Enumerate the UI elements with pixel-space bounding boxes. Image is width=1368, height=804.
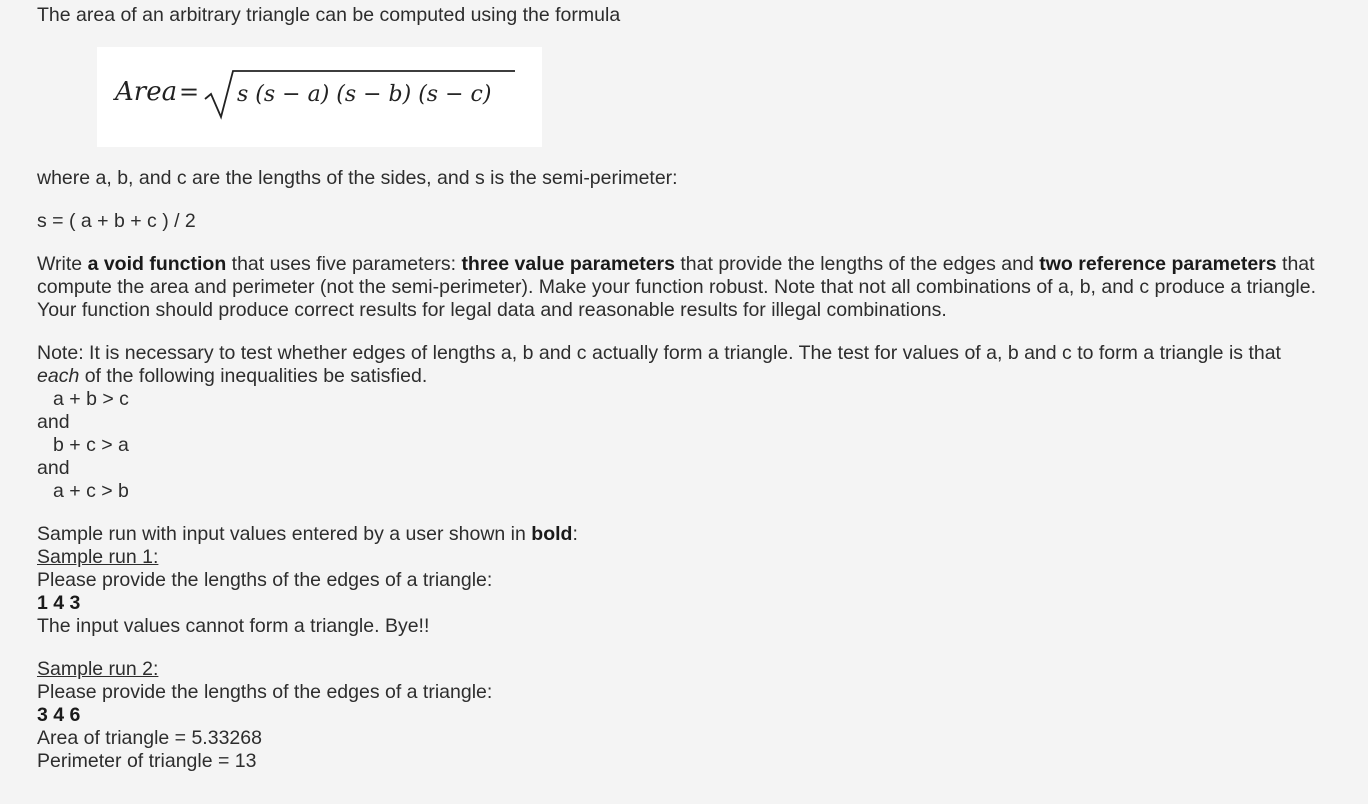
formula-radicand: s (s − a) (s − b) (s − c) <box>237 82 492 107</box>
task-bold-void-function: a void function <box>87 253 227 275</box>
sample-run-1-section <box>37 523 578 638</box>
sample-intro-text: Sample run with input values entered by a user shown in <box>37 523 532 545</box>
sample-run-2-title: Sample run 2: <box>37 658 159 680</box>
sample-run-1-prompt: Please provide the lengths of the edges of a triangle: <box>37 569 493 591</box>
and-2: and <box>37 457 70 479</box>
sample-intro-bold: bold <box>531 523 573 545</box>
semi-perimeter-definition: s = ( a + b + c ) / 2 <box>37 210 196 232</box>
sample-run-1-input: 1 4 3 <box>37 592 81 614</box>
intro-text: The area of an arbitrary triangle can be computed using the formula <box>37 4 621 26</box>
task-bold-reference-params: two reference parameters <box>1039 253 1277 275</box>
note-paragraph <box>37 342 1327 388</box>
inequality-1: a + b > c <box>53 388 129 410</box>
note-text-1: Note: It is necessary to test whether edges of lengths a, b and c actually form a triangle. The test for values of a, b and c to form a triangle is that <box>37 342 1281 364</box>
formula-equals: = <box>179 78 200 106</box>
sample-run-2-section <box>37 658 492 773</box>
inequality-2: b + c > a <box>53 434 129 456</box>
task-bold-value-params: three value parameters <box>461 253 675 275</box>
note-emphasis: each <box>37 365 80 387</box>
formula-lhs: Area <box>115 77 178 107</box>
sample-run-1-output: The input values cannot form a triangle. Bye!! <box>37 615 430 637</box>
task-text-2: that uses five parameters: <box>226 253 462 275</box>
note-section <box>37 342 1327 503</box>
where-text: where a, b, and c are the lengths of the sides, and s is the semi-perimeter: <box>37 167 678 189</box>
task-text-1: Write <box>37 253 88 275</box>
sample-intro <box>37 523 578 546</box>
sample-run-2-perimeter-output: Perimeter of triangle = 13 <box>37 750 257 772</box>
area-formula-svg <box>97 47 542 147</box>
inequality-3: a + c > b <box>53 480 129 502</box>
note-text-2: of the following inequalities be satisfied. <box>79 365 428 387</box>
sample-run-2-area-output: Area of triangle = 5.33268 <box>37 727 262 749</box>
task-text-3: that provide the lengths of the edges and <box>674 253 1040 275</box>
intro-paragraph <box>37 4 1327 27</box>
sample-intro-colon: : <box>572 523 578 545</box>
task-paragraph <box>37 253 1327 322</box>
task-text-4: that compute the area and perimeter (not the semi-perimeter). Make your function robust. Note that not all combinations of a, b, and c produce a triangle. Your function should produce correct results for legal data and reasonable results for illegal combinations. <box>37 253 1317 321</box>
sample-run-2-input: 3 4 6 <box>37 704 81 726</box>
area-formula-image <box>97 47 542 147</box>
sample-run-1-title: Sample run 1: <box>37 546 159 568</box>
sample-run-2-prompt: Please provide the lengths of the edges of a triangle: <box>37 681 493 703</box>
and-1: and <box>37 411 70 433</box>
